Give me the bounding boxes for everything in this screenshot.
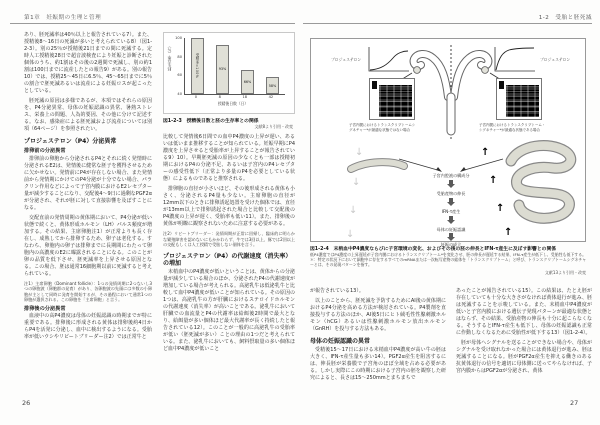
left-header-rule [10, 23, 295, 24]
section-heading: プロジェステロン（P4）分泌異常 [24, 138, 117, 145]
chart-bars [185, 38, 285, 94]
flow-step-2: 受胎産物の伸長 [436, 191, 466, 196]
flow-step-3: IFN-τ産生 [441, 209, 461, 214]
y-tick: 60 [177, 73, 182, 78]
right-header-rule [303, 23, 592, 24]
increase-arrow-icon: ↑ [489, 175, 498, 186]
chart-caption: 図1-2-3 授精後日数と胚の生存率との関係 [163, 119, 259, 124]
left-running-header: 第1章 妊娠期の生理と管理 [24, 15, 102, 21]
paragraph: 比較して発情後6日間での血中P4濃度の上昇が遅い、あるいは低いまま推移することが知られている。妊娠早期にP4濃度を上昇させると受胎率が上昇することが報告されている9）10）。早期胚死滅の原因の少なくとも一部は授精初期におけるP4の分泌不足、あるいは子宮内のP4レセプターの感受性低下（正常より多量のP4を必要としている状態）によるものであると推察される。 [163, 134, 295, 182]
y-axis-label: 胚生存率（％） [166, 44, 171, 71]
section-heading: 母体の妊娠認識の異常 [310, 338, 371, 345]
bar-value-label: 58% [268, 83, 277, 88]
bar [266, 77, 279, 94]
subsection-heading: 排卵前の分泌異常 [24, 148, 66, 154]
left-ovary [414, 67, 421, 74]
paragraph: 排卵前の卵胞から分泌されるP4とそれに続く発情時に分泌されるE2は、発情後に健常な胚子を獲得させるために欠かせない。発情前にP4が存在しない場合、また発情前から発情期にかけてのP4分泌が十分でない場合、パラクリン作用などによって子宮内膜におけるE2レセプター量が減少することになり、交配後4～9日に過剰なPGF2αが分泌され、それが胚に対して直接影響を及ぼすことになる。 [24, 155, 152, 211]
progesterone-graph-left [365, 45, 411, 75]
right-column-2 [456, 288, 592, 378]
increase-arrow-icon: ↑ [481, 147, 490, 158]
footnote: 注2）リピートブリーダー：発情周期が正常に回帰し、臨床的に明らかな繁殖障害を認めないにもかかわらず、牛では3回以上、豚では2回以上の交配もしくは人工授精で受胎しない個体を言う。 [163, 231, 295, 248]
x-axis-label: 授精後日数（日） [217, 101, 249, 106]
progesterone-label-right: プロジェステロン [540, 57, 571, 62]
increase-arrow-icon: ↑ [496, 203, 505, 214]
x-tick: 8 [218, 95, 221, 99]
paragraph: 排卵胞の直径が小さいほど、その後形成される黄体も小さく、分泌されるP4量も少ない。主席卵胞の直径が12mm以下のときに排卵誘起処置を受けた個体では、直径が13mm以上で排卵誘起された場合と比較して交配後のP4濃度の上昇が遅く、受胎率も低い11）。また、排卵後の黄体が明瞭に観察されないために注意する必要がある。 [163, 186, 295, 227]
y-tick: 100 [175, 36, 182, 40]
x-axis-ticks [184, 95, 284, 99]
footnote: 注1）主席卵胞（Dominant follicle）：1つの発情周期に2つないし3つの卵胞波（卵胞群の発育）があり、各卵胞波の先頭には多数の小卵胞が主として同時に発育を開始するが、その過程において通常1つの卵胞が選択される。この卵胞を「主席卵胞」と言う。 [24, 280, 152, 303]
bar [241, 70, 254, 94]
gel-caption-left: 子宮内膜におけるトランスクリプトームシ グネチャー*が最適な状態ではない場合 [349, 123, 416, 132]
progesterone-graph-right [491, 45, 537, 75]
decrease-arrow-icon: ↓ [355, 147, 364, 158]
paragraph: 血液中の高P4濃度は母体の妊娠認識の時期までが特に重要である。排卵後に形成される黄体は排卵後約4日からP4を活発に分泌し、血中に検出するようになる。受胎率が低いウシやリピートブリーダー注2）では正常牛と [24, 313, 152, 341]
paragraph: あったことが報告されている15）。この結果は、たとえ胚が存在していても十分な大きさがなければ黄体退行が進み、胚は死滅することを示唆している。また、末梢血中P4濃度が低いと子宮内膜における遺伝子発現パターンが最適な状態とはならず、その結果、受胎産物の伸長も十分に起こらなくなる。そうするとIFN-τ産生も低下し、母体の妊娠認識も正常に作動しなくなるために受胎性が低下する13）（図1-2-4）。 [456, 288, 592, 336]
subsection-heading: 排卵後の分泌異常 [24, 305, 66, 312]
chart-plot-area [184, 38, 285, 95]
paragraph: 胚死滅の原因は多様であるが、本項ではそれらの原因を、P4分泌異常、母体の妊娠認識の異常、暑熱ストレス、栄養上の問題、人為的要因、その他に分けて記述する。なお、感染症による胚死滅および流産については別項（64ページ）を参照されたい。 [24, 98, 152, 132]
y-tick: 40 [177, 92, 182, 96]
right-column-1 [310, 288, 446, 385]
funnel-lines [399, 159, 503, 172]
microarray-image-right [496, 78, 542, 120]
left-column-1 [24, 32, 152, 344]
bar [191, 38, 204, 94]
paragraph: あり、胚死滅率は40％以上と報告されている7）。また、授精後8～16日の死滅が多いと考えられている8）（図1-2-3）。別の25％が授精後21日までの間に死滅する。定時人工授精後28日で超音波検査により妊娠と診断された個体のうち、約1割はその後の2週間で死滅し、別の約1割は100日までに流産したとの報告9）がある。別の報告10）では、授精25～45日に6.5％、45～65日までに5％の割合で胚死滅あるいは流産による妊娠ロスが起こったとしている。 [24, 32, 152, 94]
figure-caption-source: 文献13より引用・改変 [544, 270, 586, 275]
right-running-header: 1-2 受胎と胚死滅 [538, 15, 592, 21]
figure-caption-title: 図1-2-4 末梢血中P4濃度ならびに子宮環境の変化、およびその後の胚の伸長とIFN-τ産生に及ぼす影響との関係 [310, 247, 557, 252]
right-ovary [482, 67, 489, 74]
bar-value-label: 受精率=100% [195, 53, 199, 79]
small-conceptus [351, 162, 404, 169]
figure-caption-note: 低P4濃度ではP4濃度の上昇遅延が子宮内膜におけるトランスクリプトーム*を変化させ、胚の伸長が遅延する結果、IFN-τ産生が低下し、受胎性も低下する。 ＊：特定の状況下において細胞中に存在するすべてのmRNAまたは一次転写産物の総体を「トランスクリプトーム」と呼び、トランスクリプトームシグネチャーとは、その発現パターンを指す。 [310, 252, 590, 268]
paragraph: 交配直前の発情周期の黄体期において、P4分泌が低い状態で続くと、黄体形成ホルモン（LH）パルス頻度が増加する。その結果、主席卵胞注1）が正常よりも長く存在し、成熟してから排卵するため、卵子は老化する。すなわち、卵胞内の卵子は排卵までに長期間にわたって卵胞内の高濃度のE2に曝露されることになる。このことが卵の品質を低下させ、胚死滅率を上昇させる原因となる。この場合、胚は通常16細胞期以前に死滅すると考えられている。 [24, 214, 152, 277]
bar-value-label: 66% [243, 79, 252, 84]
increase-arrow-icon: ↑ [504, 227, 513, 238]
down-block-arrow [446, 180, 455, 188]
bar [216, 45, 229, 94]
paragraph: 末梢血中のP4濃度が低いということは、黄体からの分泌量が減少している場合のほか、分泌されたP4の代謝速度が増加している場合が考えられる。高泌乳牛は低泌乳牛と比較して血中P4濃度が低いことが知られている。その原因の1つは、高泌乳牛の方が肝臓におけるステロイドホルモンの代謝速度（消失率）が高いことである。泌乳牛において肝臓での血流量とP4の代謝率は給餌後2時間で最大となり、給餌量が多い個体ほど最大代謝率が長く持続したと報告されている12）。このことが一般的に高泌乳牛の受胎率が低い（胚死滅が多い）ことの理由の1つだと考えられている。また、泌乳牛においても、飼料摂取量の多い個体ほど血中P4濃度が低いこと [163, 268, 295, 352]
section-heading: プロジェステロン（P4）の代謝速度（消失率）の増加 [163, 252, 292, 267]
microarray-image-left [369, 78, 415, 120]
y-tick: 80 [177, 54, 182, 59]
flow-step-1: 子宮内腔液の構成分 [432, 173, 470, 178]
down-block-arrow [446, 216, 455, 224]
chart-source: 文献8より引用・改変 [254, 124, 293, 129]
left-column-2 [163, 134, 295, 356]
gel-bands [506, 85, 539, 117]
progesterone-label-left: プロジェステロン [331, 57, 362, 62]
bar-value-label: 93% [218, 67, 227, 72]
x-tick: 0 [194, 95, 198, 99]
x-tick: 42 [268, 95, 274, 99]
right-page-number: 27 [570, 399, 579, 407]
paragraph: 受精後15～17日における末梢血中P4濃度が高い牛の胚は大きく、IFN-τ産生量も多い14）。PGF2α産生を阻害するには、伸長胚が栄養膜で子宮角のほぼ全域を占める必要がある。しかし実際にこの時期における子宮内の胚を観察した研究によると、長さは15～250mmとまちまちで [310, 347, 446, 381]
decrease-arrow-icon: ↓ [349, 205, 358, 216]
gel-caption-right: 子宮内膜におけるトランスクリプトーム・ シグネチャー*が最適な状態である場合 [479, 123, 546, 132]
paragraph: 胚が母体へシグナルを送ることができない場合や、母体がシグナルを受け取れなかった場合には黄体退行が進み、胚は死滅することになる。胚がPGF2α産生を抑える働きのある抗黄体退行の信号を適切に母体側に送ってやらなければ、子宮内膜からはPGF2αが分泌され、黄体 [456, 340, 592, 374]
flow-step-5: 妊娠の成立 [440, 242, 462, 247]
left-page-number: 26 [22, 399, 31, 407]
paragraph: 以上のことから、胚死滅を予防するためにAI後の黄体期におけるP4分泌を高める方法が検討されている。P4製剤を直接投与する方法のほか、AI後5日にヒト絨毛性性腺刺激ホルモン（hCG）あるいは性腺刺激ホルモン放出ホルモン（GnRH）を投与する方法もある。 [310, 298, 446, 332]
flow-step-4: 母体の妊娠認識 [436, 227, 466, 232]
gel-bands [379, 85, 412, 117]
x-tick: 18 [242, 95, 248, 99]
down-block-arrow [446, 198, 455, 206]
large-conceptus [511, 146, 571, 219]
gel-corner-mark [499, 81, 504, 89]
decrease-arrow-icon: ↓ [352, 177, 361, 188]
figure-1-2-4 [310, 38, 586, 247]
paragraph: が報告されている13）。 [310, 288, 364, 294]
down-block-arrow [446, 233, 455, 241]
gel-corner-mark [372, 81, 377, 89]
decrease-arrow-icon: ↓ [346, 229, 355, 240]
